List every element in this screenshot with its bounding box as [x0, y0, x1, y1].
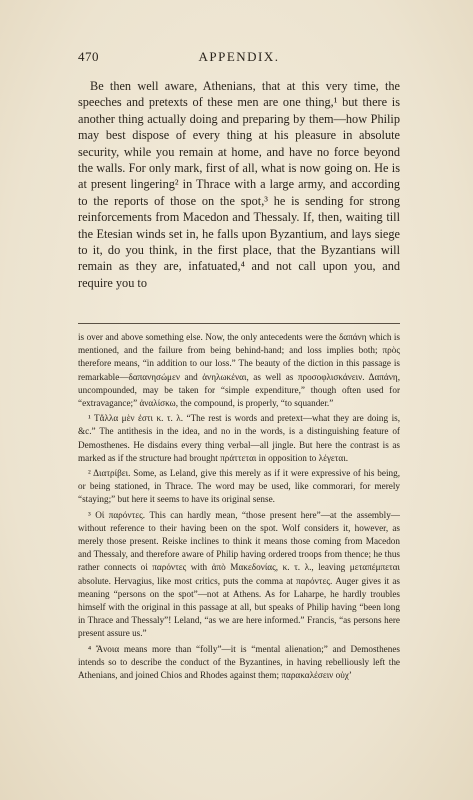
footnote-continuation: is over and above something else. Now, the only antecedents were the δαπάνη which is mentioned, and the failure from being behind-hand; and loss implies both; πρὸς therefore means, “in addition to our loss.” The beauty of the diction in this passage is remarkable—δαπανησώμεν and ἀνηλωκέναι, as well as προσοφλισκάνειν. Δαπάνη, uncompounded, may be taken for “simple expenditure,” though often used for “extravagance;” ἀναλίσκω, the compound, is properly, “to squander.” — [78, 332, 400, 409]
footnote-2: ² Διατρίβει. Some, as Leland, give this merely as if it were expressive of his being, or being stationed, in Thrace. The word may be used, like commorari, for merely “staying;” but here it seems to have its original sense. — [78, 468, 400, 505]
main-paragraph: Be then well aware, Athenians, that at this very time, the speeches and pretexts of these men are one thing,¹ but there is another thing actually doing and preparing by them—how Philip may best dispose of every thing at his pleasure in absolute security, while you remain at home, and have no force beyond the walls. For only mark, first of all, what is now going on. He is at present lingering² in Thrace with a large army, and according to the reports of those on the spot,³ he is sending for strong reinforcements from Macedon and Thessaly. If, then, waiting till the Etesian winds set in, he falls upon Byzantium, and lays siege to it, do you think, in the first place, that the Byzantians will remain as they are, infatuated,⁴ and not call upon you, and require you to — [78, 79, 400, 290]
footnote-1: ¹ Τἄλλα μὲν ἐστι κ. τ. λ. “The rest is words and pretext—what they are doing is, &c.” The antithesis in the idea, and no in the words, is a distinguishing feature of Demosthenes. He disdains every thing verbal—all jingle. But here the contrast is as marked as if the structure had brought πράττεται in opposition to λέγεται. — [78, 413, 400, 463]
main-text — [78, 78, 400, 291]
running-title: APPENDIX. — [198, 49, 280, 64]
page-header — [78, 49, 400, 65]
page-number: 470 — [78, 49, 99, 64]
footnote-4: ⁴ Ἄνοια means more than “folly”—it is “mental alienation;” and Demosthenes intends so to describe the conduct of the Byzantines, in having rebelliously left the Athenians, and joined Chios and Rhodes against them; παρακαλέσειν οὐχ’ — [78, 643, 400, 681]
footnotes — [78, 331, 400, 684]
footnote-3: ³ Οἱ παρόντες. This can hardly mean, “those present here”—at the assembly—without reference to their having been on the spot. Wolf considers it, however, as merely those present. Reiske inclines to think it means those coming from Macedon and Thessaly, and therefore aware of Philip having ordered troops from thence; he thus rather connects οἱ παρόντες with ἀπὸ Μακεδονίας, κ. τ. λ., leaving μεταπέμπεται absolute. Hervagius, like most critics, puts the comma at παρόντες. Auger gives it as meaning “persons on the spot”—not at Athens. As for Laharpe, he hardly troubles himself with the original in this passage at all, but speaks of Philip having “been long in Thrace and Thessaly”! Leland, “as we are here informed.” Francis, “as persons here present assure us.” — [78, 509, 400, 639]
footnote-divider — [78, 323, 400, 324]
